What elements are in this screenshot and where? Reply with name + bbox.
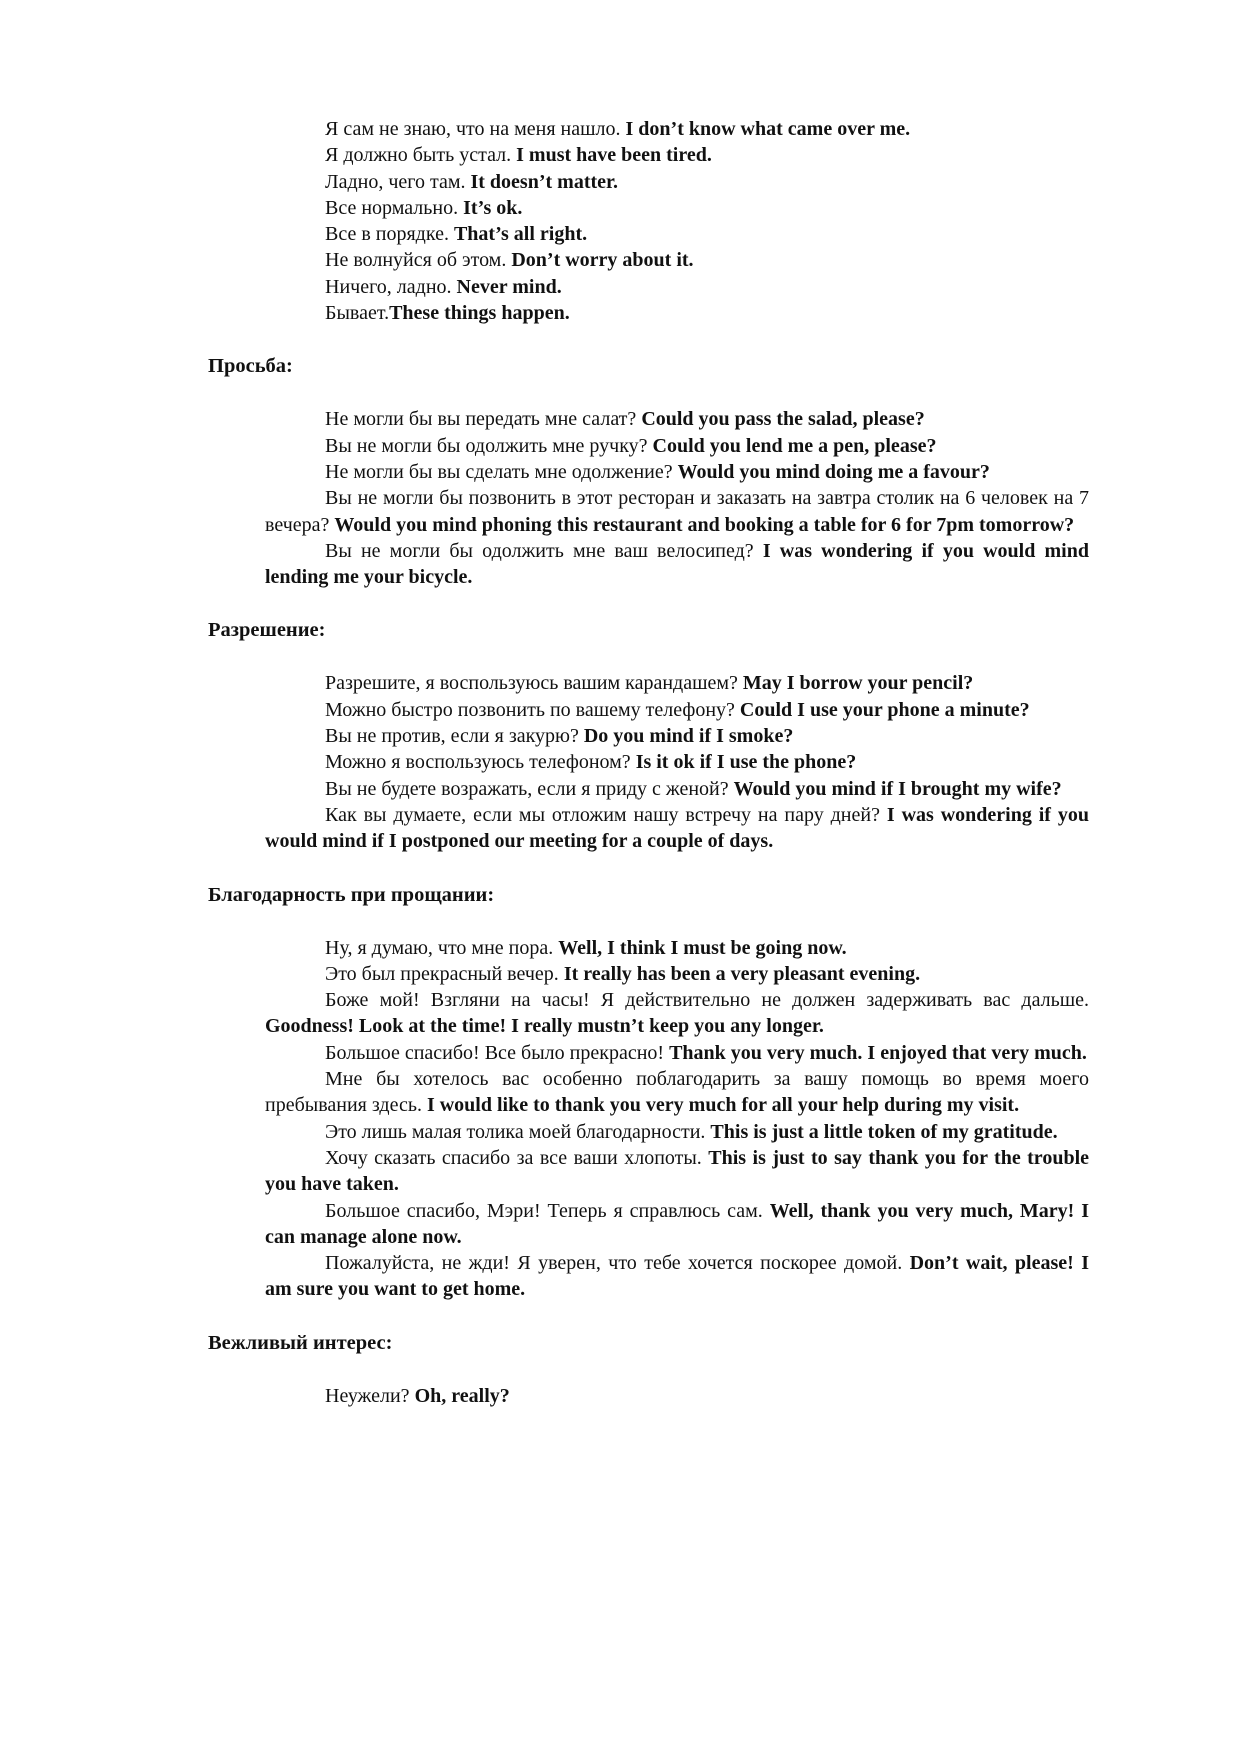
phrase-line (325, 142, 1089, 168)
phrase-ru: Ну, я думаю, что мне пора. (325, 936, 559, 959)
phrase-en: Goodness! Look at the time! I really mustn’t keep you any longer. (265, 1015, 824, 1038)
phrase-en: Would you mind if I brought my wife? (733, 777, 1062, 800)
phrase-paragraph (265, 776, 1089, 802)
phrase-en: I don’t know what came over me. (625, 118, 911, 140)
phrase-ru: Ладно, чего там. (325, 170, 471, 193)
phrase-paragraph (265, 485, 1089, 538)
phrase-paragraph (265, 987, 1089, 1040)
phrase-ru: Пожалуйста, не жди! Я уверен, что тебе хочется поскорее домой. (325, 1252, 910, 1275)
phrase-en: Oh, really? (414, 1384, 510, 1407)
phrase-en: Well, thank you very much, Mary! I can manage alone now. (265, 1199, 1089, 1248)
phrase-paragraph (265, 406, 1089, 432)
phrase-paragraph (265, 1145, 1089, 1198)
phrase-ru: Боже мой! Взгляни на часы! Я действительно не должен задерживать вас дальше. (325, 989, 1089, 1012)
phrase-paragraph (265, 1383, 1089, 1409)
section-heading-thanks: Благодарность при прощании: (208, 883, 495, 906)
phrase-ru: Я должно быть устал. (325, 144, 517, 167)
phrase-block-thanks (265, 935, 1089, 1303)
phrase-paragraph (265, 697, 1089, 723)
phrase-en: Well, I think I must be going now. (558, 936, 847, 959)
phrase-paragraph (265, 961, 1089, 987)
phrase-en: This is just a little token of my gratitude. (710, 1120, 1058, 1143)
phrase-block-interest (265, 1383, 1089, 1409)
document-content (208, 116, 1089, 1409)
phrase-ru: Можно я воспользуюсь телефоном? (325, 751, 636, 774)
phrase-paragraph (265, 1040, 1089, 1066)
phrase-ru: Вы не могли бы одолжить мне ручку? (325, 434, 653, 457)
phrase-en: I was wondering if you would mind if I postponed our meeting for a couple of days. (265, 803, 1089, 853)
section-heading-request: Просьба: (208, 355, 293, 378)
phrase-en: Is it ok if I use the phone? (635, 751, 857, 774)
phrase-en: It doesn’t matter. (470, 170, 619, 193)
phrase-line (325, 116, 1089, 142)
phrase-paragraph (265, 1119, 1089, 1145)
phrase-ru: Не волнуйся об этом. (325, 249, 512, 272)
phrase-line (325, 169, 1089, 195)
phrase-ru: Не могли бы вы передать мне салат? (325, 408, 642, 431)
phrase-ru: Я сам не знаю, что на меня нашло. (325, 118, 626, 140)
phrase-en: Never mind. (456, 275, 562, 298)
phrase-line (325, 274, 1089, 300)
phrase-ru: Это лишь малая толика моей благодарности. (325, 1120, 711, 1143)
phrase-ru: Это был прекрасный вечер. (325, 962, 564, 985)
phrase-paragraph (265, 802, 1089, 855)
phrase-paragraph (265, 1250, 1089, 1303)
phrase-en: Don’t wait, please! I am sure you want to get home. (265, 1252, 1089, 1301)
phrase-en: Could I use your phone a minute? (739, 698, 1030, 721)
phrase-line (325, 221, 1089, 247)
phrase-paragraph (265, 670, 1089, 696)
phrase-line (325, 247, 1089, 273)
phrase-ru: Хочу сказать спасибо за все ваши хлопоты. (325, 1146, 709, 1169)
phrase-paragraph (265, 459, 1089, 485)
phrase-paragraph (265, 749, 1089, 775)
phrase-ru: Не могли бы вы сделать мне одолжение? (325, 460, 678, 483)
phrase-block-apology (265, 116, 1089, 326)
phrase-ru: Разрешите, я воспользуюсь вашим карандашем? (325, 672, 743, 695)
phrase-ru: Вы не будете возражать, если я приду с женой? (325, 777, 734, 800)
phrase-ru: Можно быстро позвонить по вашему телефону? (325, 698, 740, 721)
phrase-ru: Все нормально. (325, 196, 464, 219)
phrase-block-permission (265, 670, 1089, 854)
phrase-en: Would you mind phoning this restaurant and booking a table for 6 for 7pm tomorrow? (334, 513, 1075, 536)
phrase-en: That’s all right. (453, 223, 588, 246)
phrase-ru: Неужели? (325, 1384, 415, 1407)
phrase-en: Do you mind if I smoke? (583, 725, 794, 748)
phrase-ru: Как вы думаете, если мы отложим нашу встречу на пару дней? (325, 803, 887, 826)
phrase-ru: Вы не могли бы позвонить в этот ресторан и заказать на завтра столик на 6 человек на 7 вечера? (265, 487, 1089, 536)
phrase-ru: Вы не против, если я закурю? (325, 725, 584, 748)
phrase-ru: Вы не могли бы одолжить мне ваш велосипед? (325, 539, 763, 562)
phrase-en: May I borrow your pencil? (742, 672, 974, 695)
phrase-en: This is just to say thank you for the trouble you have taken. (265, 1146, 1089, 1196)
phrase-en: I would like to thank you very much for all your help during my visit. (426, 1094, 1020, 1117)
phrase-paragraph (265, 538, 1089, 591)
phrase-en: Don’t worry about it. (511, 249, 694, 272)
phrase-en: These things happen. (389, 302, 570, 325)
phrase-paragraph (265, 1066, 1089, 1119)
section-heading-permission: Разрешение: (208, 619, 326, 642)
phrase-en: Could you pass the salad, please? (641, 408, 925, 431)
phrase-ru: Бывает. (325, 302, 390, 325)
phrase-paragraph (265, 935, 1089, 961)
phrase-paragraph (265, 723, 1089, 749)
phrase-en: Could you lend me a pen, please? (652, 434, 937, 457)
phrase-line (325, 300, 1089, 326)
phrase-ru: Мне бы хотелось вас особенно поблагодарить за вашу помощь во время моего пребывания здесь. (265, 1068, 1089, 1117)
phrase-en: I must have been tired. (516, 144, 712, 167)
phrase-ru: Большое спасибо! Все было прекрасно! (325, 1041, 670, 1064)
phrase-ru: Большое спасибо, Мэри! Теперь я справлюсь сам. (325, 1199, 770, 1222)
phrase-en: Would you mind doing me a favour? (677, 460, 990, 483)
phrase-block-request (265, 406, 1089, 590)
phrase-ru: Ничего, ладно. (325, 275, 457, 298)
phrase-paragraph (265, 1198, 1089, 1251)
phrase-en: It’s ok. (463, 196, 523, 219)
phrase-paragraph (265, 433, 1089, 459)
phrase-ru: Все в порядке. (325, 223, 454, 246)
phrase-line (325, 195, 1089, 221)
phrase-en: I was wondering if you would mind lending me your bicycle. (265, 539, 1089, 589)
phrase-en: It really has been a very pleasant evening. (563, 962, 921, 985)
section-heading-interest: Вежливый интерес: (208, 1331, 393, 1354)
phrase-en: Thank you very much. I enjoyed that very much. (669, 1041, 1087, 1064)
